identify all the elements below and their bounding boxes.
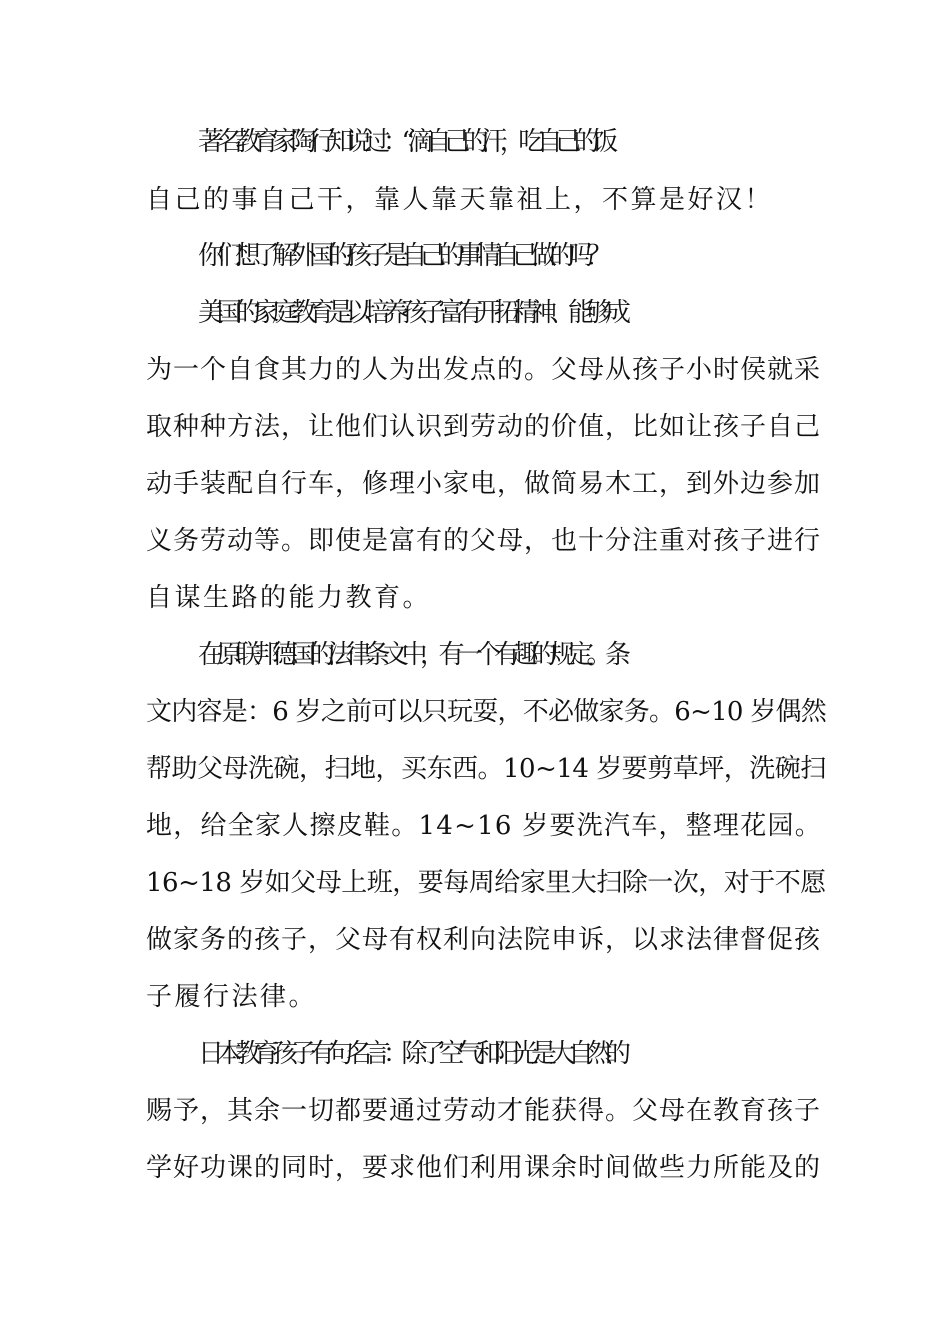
paragraph-4-line-1: 在原联邦德国的法律条文中，有一个有趣的规定。条 [198, 640, 624, 670]
paragraph-3-line-6: 自谋生路的能力教育。 [146, 583, 432, 613]
paragraph-3-line-3: 取种种方法，让他们认识到劳动的价值，比如让孩子自己 [146, 412, 822, 442]
paragraph-4-line-3: 帮助父母洗碗，扫地，买东西。10~14 岁要剪草坪，洗碗扫 [146, 754, 826, 784]
paragraph-3-line-2: 为一个自食其力的人为出发点的。父母从孩子小时侯就采 [146, 355, 822, 385]
paragraph-4-line-6: 做家务的孩子，父母有权利向法院申诉，以求法律督促孩 [146, 925, 822, 955]
paragraph-5-line-2: 赐予，其余一切都要通过劳动才能获得。父母在教育孩子 [146, 1096, 822, 1126]
paragraph-4-line-2: 文内容是：6 岁之前可以只玩耍，不必做家务。6~10 岁偶然 [146, 697, 826, 727]
paragraph-4-line-7: 子履行法律。 [146, 982, 318, 1012]
paragraph-4-line-5: 16~18 岁如父母上班，要每周给家里大扫除一次，对于不愿 [146, 868, 826, 898]
paragraph-3-line-4: 动手装配自行车，修理小家电，做简易木工，到外边参加 [146, 469, 822, 499]
paragraph-3-line-5: 义务劳动等。即使是富有的父母，也十分注重对孩子进行 [146, 526, 822, 556]
paragraph-1-line-2: 自己的事自己干，靠人靠天靠祖上，不算是好汉！ [146, 185, 774, 215]
paragraph-1-line-1: 著名教育家陶行知说过：“滴自己的汗，吃自己的饭 [198, 127, 611, 157]
paragraph-5-line-1: 日本教育孩子有句名言：除了空气和阳光是大自然的 [198, 1039, 624, 1069]
paragraph-4-line-4: 地，给全家人擦皮鞋。14~16 岁要洗汽车，整理花园。 [146, 811, 822, 841]
paragraph-3-line-1: 美国的家庭教育是以培养孩子富有开拓精神、能够成 [198, 298, 624, 328]
paragraph-2-line-1: 你们想了解外国的孩子是自己的事情自己做的吗？ [198, 241, 606, 271]
paragraph-5-line-3: 学好功课的同时，要求他们利用课余时间做些力所能及的 [146, 1153, 822, 1183]
